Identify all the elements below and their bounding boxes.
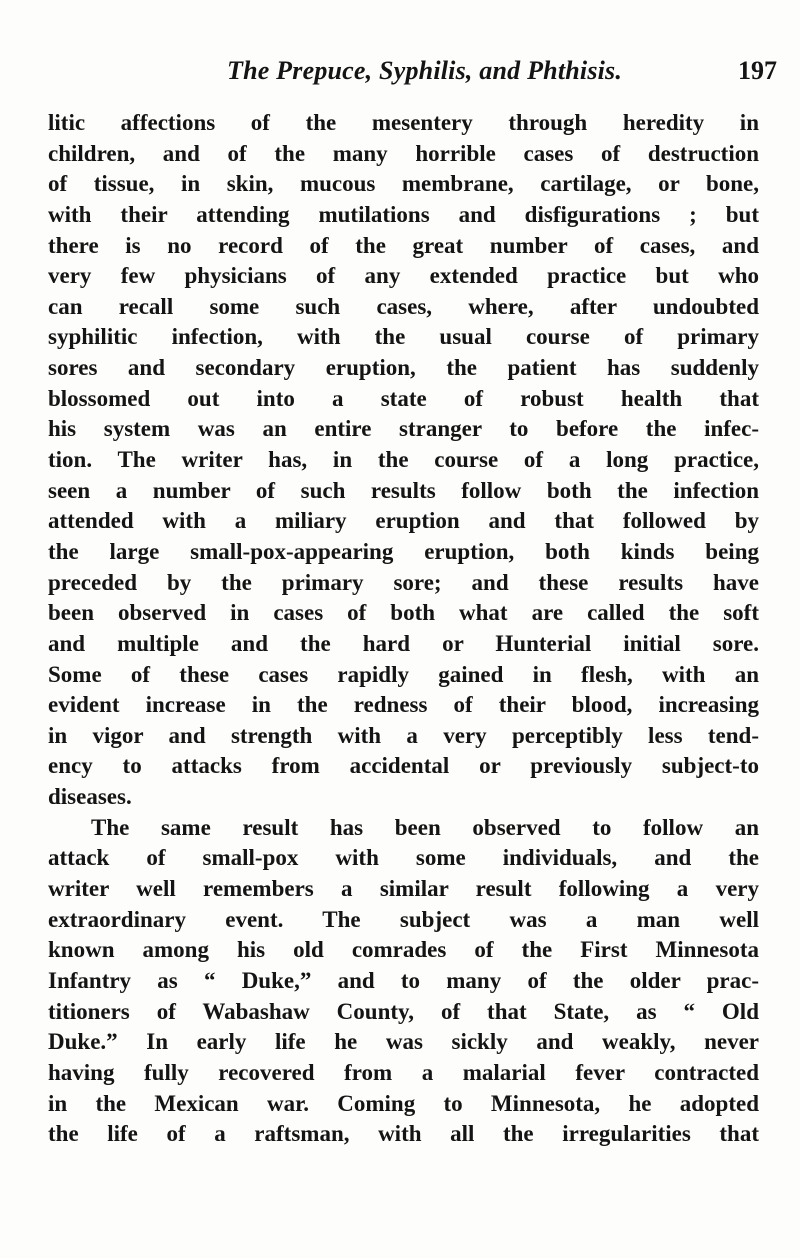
text-line: in the Mexican war. Coming to Minnesota, he adopted [48, 1090, 759, 1116]
text-line: The same result has been observed to follow an [91, 814, 759, 840]
text-line: Some of these cases rapidly gained in flesh, with an [48, 661, 759, 687]
text-line: syphilitic infection, with the usual course of primary [48, 324, 759, 350]
text-line: children, and of the many horrible cases of destruction [48, 140, 759, 166]
text-line: preceded by the primary sore; and these results have [48, 569, 759, 595]
text-line: writer well remembers a similar result following a very [48, 876, 759, 902]
text-line: his system was an entire stranger to before the infec- [48, 416, 759, 442]
text-line: the large small-pox-appearing eruption, both kinds being [48, 538, 759, 564]
text-line: with their attending mutilations and disfigurations ; but [48, 201, 759, 227]
text-line: diseases. [48, 784, 132, 810]
text-line: ency to attacks from accidental or previously subject-to [48, 753, 759, 779]
body-text [48, 108, 759, 1150]
text-line: known among his old comrades of the First Minnesota [48, 937, 759, 963]
text-line: in vigor and strength with a very perceptibly less tend- [48, 722, 759, 748]
text-line: seen a number of such results follow both the infection [48, 477, 759, 503]
text-line: the life of a raftsman, with all the irregularities that [48, 1121, 759, 1147]
text-line: been observed in cases of both what are called the soft [48, 600, 759, 626]
text-line: attended with a miliary eruption and that followed by [48, 508, 759, 534]
text-line: Duke.” In early life he was sickly and weakly, never [48, 1029, 759, 1055]
paragraph-2 [48, 813, 759, 1150]
page-number: 197 [738, 56, 777, 85]
text-line: blossomed out into a state of robust health that [48, 385, 759, 411]
paragraph-1 [48, 108, 759, 813]
text-line: having fully recovered from a malarial fever contracted [48, 1059, 759, 1085]
text-line: of tissue, in skin, mucous membrane, cartilage, or bone, [48, 171, 759, 197]
text-line: sores and secondary eruption, the patient has suddenly [48, 355, 759, 381]
running-head [0, 56, 800, 88]
text-line: tion. The writer has, in the course of a long practice, [48, 447, 759, 473]
text-line: and multiple and the hard or Hunterial initial sore. [48, 630, 759, 656]
text-line: very few physicians of any extended practice but who [48, 263, 759, 289]
text-line: titioners of Wabashaw County, of that State, as “ Old [48, 998, 759, 1024]
text-line: can recall some such cases, where, after undoubted [48, 293, 759, 319]
running-title: The Prepuce, Syphilis, and Phthisis. [227, 56, 623, 85]
text-line: attack of small-pox with some individuals, and the [48, 845, 759, 871]
text-line: extraordinary event. The subject was a man well [48, 906, 759, 932]
text-line: litic affections of the mesentery through heredity in [48, 110, 759, 135]
text-line: there is no record of the great number of cases, and [48, 232, 759, 258]
text-line: Infantry as “ Duke,” and to many of the older prac- [48, 967, 759, 993]
text-line: evident increase in the redness of their blood, increasing [48, 692, 759, 718]
